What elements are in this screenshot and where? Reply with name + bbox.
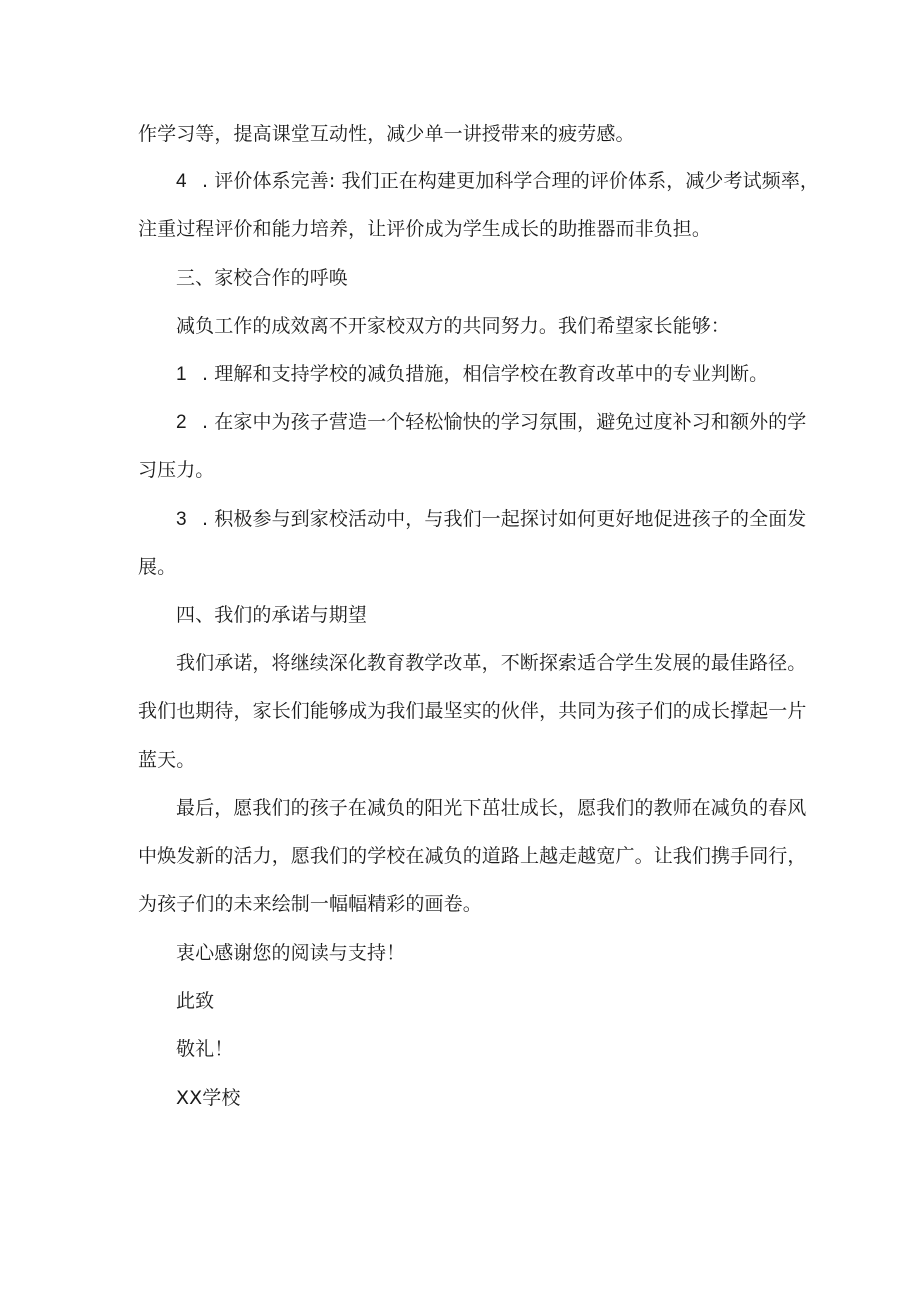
paragraph-line: 展。 [138, 556, 177, 578]
list-number: 2 [176, 412, 187, 433]
list-number: 3 [176, 509, 187, 530]
salutation-regards: 敬礼！ [176, 1038, 234, 1060]
signature-school: XX学校 [176, 1087, 241, 1109]
paragraph-line: 习压力。 [138, 459, 215, 481]
list-item-1: 1 . 理解和支持学校的减负措施，相信学校在教育改革中的专业判断。 [176, 363, 769, 385]
paragraph-line: 我们也期待，家长们能够成为我们最坚实的伙伴，共同为孩子们的成长撑起一片 [138, 700, 807, 722]
closing-thanks: 衷心感谢您的阅读与支持！ [176, 942, 406, 964]
paragraph-line: 蓝天。 [138, 749, 196, 771]
paragraph-line: 注重过程评价和能力培养，让评价成为学生成长的助推器而非负担。 [138, 218, 712, 240]
paragraph-line: 减负工作的成效离不开家校双方的共同努力。我们希望家长能够： [176, 315, 730, 337]
paragraph-line: 中焕发新的活力，愿我们的学校在减负的道路上越走越宽广。让我们携手同行， [138, 845, 807, 867]
list-item-4: 4 . 评价体系完善: 我们正在构建更加科学合理的评价体系，减少考试频率， [176, 170, 820, 192]
paragraph-line: 我们承诺，将继续深化教育教学改革，不断探索适合学生发展的最佳路径。 [176, 652, 807, 674]
list-number: 1 [176, 364, 187, 385]
paragraph-line: 最后，愿我们的孩子在减负的阳光下茁壮成长，愿我们的教师在减负的春风 [176, 797, 807, 819]
list-item-2: 2 . 在家中为孩子营造一个轻松愉快的学习氛围，避免过度补习和额外的学 [176, 411, 807, 433]
section-heading-4: 四、我们的承诺与期望 [176, 604, 368, 626]
section-heading-3: 三、家校合作的呼唤 [176, 267, 348, 289]
list-item-3: 3 . 积极参与到家校活动中，与我们一起探讨如何更好地促进孩子的全面发 [176, 508, 807, 530]
paragraph-line: 作学习等，提高课堂互动性，减少单一讲授带来的疲劳感。 [138, 123, 635, 145]
salutation: 此致 [176, 990, 215, 1012]
paragraph-line: 为孩子们的未来绘制一幅幅精彩的画卷。 [138, 893, 482, 915]
list-number: 4 [176, 171, 187, 192]
